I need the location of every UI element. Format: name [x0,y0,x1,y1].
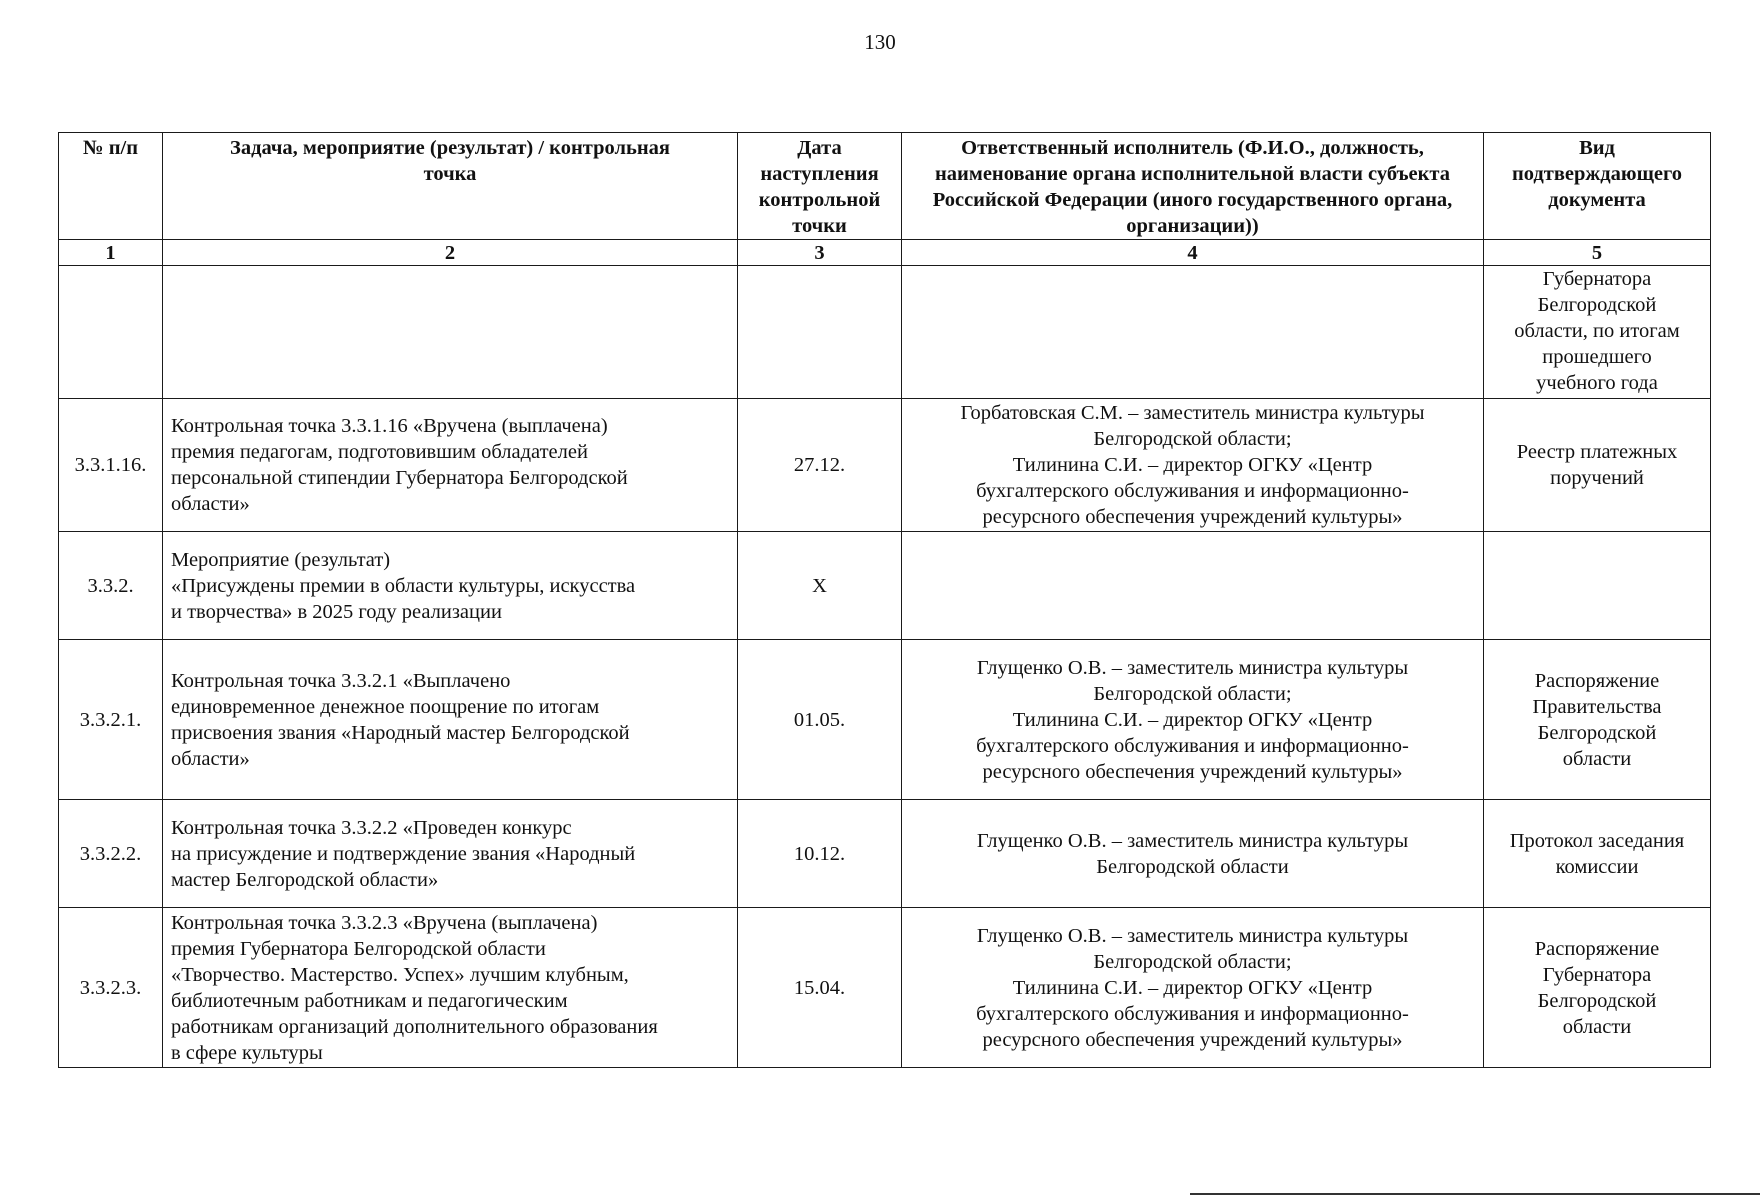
task-line: области» [171,493,250,515]
document-line: Распоряжение [1534,669,1660,692]
row-date [738,266,902,399]
task-line: «Творчество. Мастерство. Успех» лучшим клубным, [171,963,629,986]
header-task: Задача, мероприятие (результат) / контрольная точка [163,133,738,240]
table-row [59,532,1711,640]
column-number-row [59,240,1711,266]
control-points-table [58,132,1711,1068]
task-line: библиотечным работникам и педагогическим [171,989,568,1012]
executor-line: Белгородской области; [1093,682,1292,705]
row-document [1484,640,1711,800]
task-line: и творчества» в 2025 году реализации [171,600,502,623]
document-line: Распоряжение [1534,937,1660,960]
task-line: Контрольная точка 3.3.1.16 «Вручена (выплачена) [171,415,608,437]
task-line: работникам организаций дополнительного образования [171,1015,658,1038]
document-line: области, по итогам [1514,320,1680,342]
table-row [59,800,1711,908]
task-line: Контрольная точка 3.3.2.3 «Вручена (выплачена) [171,911,598,934]
row-number: 3.3.2. [59,532,163,640]
row-date: 15.04. [738,908,902,1068]
row-date: Х [738,532,902,640]
row-executor [902,532,1484,640]
executor-line: Белгородской области [1096,855,1289,878]
row-number: 3.3.1.16. [59,399,163,532]
header-number: № п/п [59,133,163,240]
header-document: Вид подтверждающего документа [1484,133,1711,240]
executor-line: Глущенко О.В. – заместитель министра культуры [976,656,1409,679]
executor-line: Глущенко О.В. – заместитель министра культуры [976,829,1409,852]
executor-line: ресурсного обеспечения учреждений культуры» [982,506,1403,528]
row-number [59,266,163,399]
document-line: комиссии [1555,855,1639,878]
document-line: Белгородской [1537,721,1657,744]
executor-line: ресурсного обеспечения учреждений культуры» [982,1028,1403,1051]
scan-edge-divider [1190,1193,1760,1195]
row-executor [902,640,1484,800]
row-document [1484,266,1711,399]
document-line: области [1562,1015,1632,1038]
executor-line: Тилинина С.И. – директор ОГКУ «Центр [1012,976,1373,999]
column-number: 1 [59,240,163,266]
document-line: Губернатора [1542,963,1652,986]
executor-line: Глущенко О.В. – заместитель министра культуры [976,924,1409,947]
executor-line: Белгородской области; [1093,950,1292,973]
row-task [163,640,738,800]
task-line: Мероприятие (результат) [171,548,391,571]
header-executor: Ответственный исполнитель (Ф.И.О., должность, наименование органа исполнительной власти субъекта Российской Федерации (иного государственного органа, организации)) [902,133,1484,240]
row-executor [902,800,1484,908]
executor-line: Белгородской области; [1093,428,1292,450]
executor-line: Тилинина С.И. – директор ОГКУ «Центр [1012,708,1373,731]
row-document [1484,532,1711,640]
task-line: единовременное денежное поощрение по итогам [171,695,600,718]
table-row [59,399,1711,532]
row-date: 01.05. [738,640,902,800]
document-line: поручений [1550,467,1644,489]
document-line: Губернатора [1542,268,1652,290]
task-line: Контрольная точка 3.3.2.1 «Выплачено [171,669,511,692]
task-line: «Присуждены премии в области культуры, искусства [171,574,636,597]
row-task [163,800,738,908]
task-line: мастер Белгородской области» [171,868,439,891]
table-row-continuation [59,266,1711,399]
document-line: Реестр платежных [1516,441,1678,463]
row-date: 27.12. [738,399,902,532]
page-number: 130 [864,30,896,54]
row-date: 10.12. [738,800,902,908]
row-executor [902,266,1484,399]
executor-line: Горбатовская С.М. – заместитель министра культуры [960,402,1425,424]
executor-line: бухгалтерского обслуживания и информационно- [976,480,1409,502]
row-document [1484,908,1711,1068]
row-task [163,399,738,532]
row-document [1484,399,1711,532]
task-line: на присуждение и подтверждение звания «Народный [171,842,636,865]
document-line: Протокол заседания [1509,829,1685,852]
header-date: Дата наступления контрольной точки [738,133,902,240]
row-number: 3.3.2.1. [59,640,163,800]
row-executor [902,399,1484,532]
row-number: 3.3.2.3. [59,908,163,1068]
executor-line: бухгалтерского обслуживания и информационно- [976,1002,1409,1025]
task-line: премия педагогам, подготовившим обладателей [171,441,588,463]
table-row [59,640,1711,800]
table-row [59,908,1711,1068]
row-number: 3.3.2.2. [59,800,163,908]
executor-line: ресурсного обеспечения учреждений культуры» [982,760,1403,783]
column-number: 2 [163,240,738,266]
column-number: 4 [902,240,1484,266]
executor-line: бухгалтерского обслуживания и информационно- [976,734,1409,757]
document-line: Белгородской [1537,294,1657,316]
document-line: Белгородской [1537,989,1657,1012]
row-executor [902,908,1484,1068]
executor-line: Тилинина С.И. – директор ОГКУ «Центр [1012,454,1373,476]
row-task [163,908,738,1068]
task-line: премия Губернатора Белгородской области [171,937,546,960]
task-line: области» [171,747,250,770]
column-number: 3 [738,240,902,266]
document-line: Правительства [1532,695,1662,718]
row-task [163,532,738,640]
document-line: прошедшего [1542,346,1652,368]
table-header-row [59,133,1711,240]
column-number: 5 [1484,240,1711,266]
task-line: Контрольная точка 3.3.2.2 «Проведен конкурс [171,816,572,839]
task-line: персональной стипендии Губернатора Белгородской [171,467,628,489]
task-line: в сфере культуры [171,1041,323,1064]
document-line: области [1562,747,1632,770]
task-line: присвоения звания «Народный мастер Белгородской [171,721,630,744]
document-line: учебного года [1536,372,1658,394]
row-document [1484,800,1711,908]
row-task [163,266,738,399]
